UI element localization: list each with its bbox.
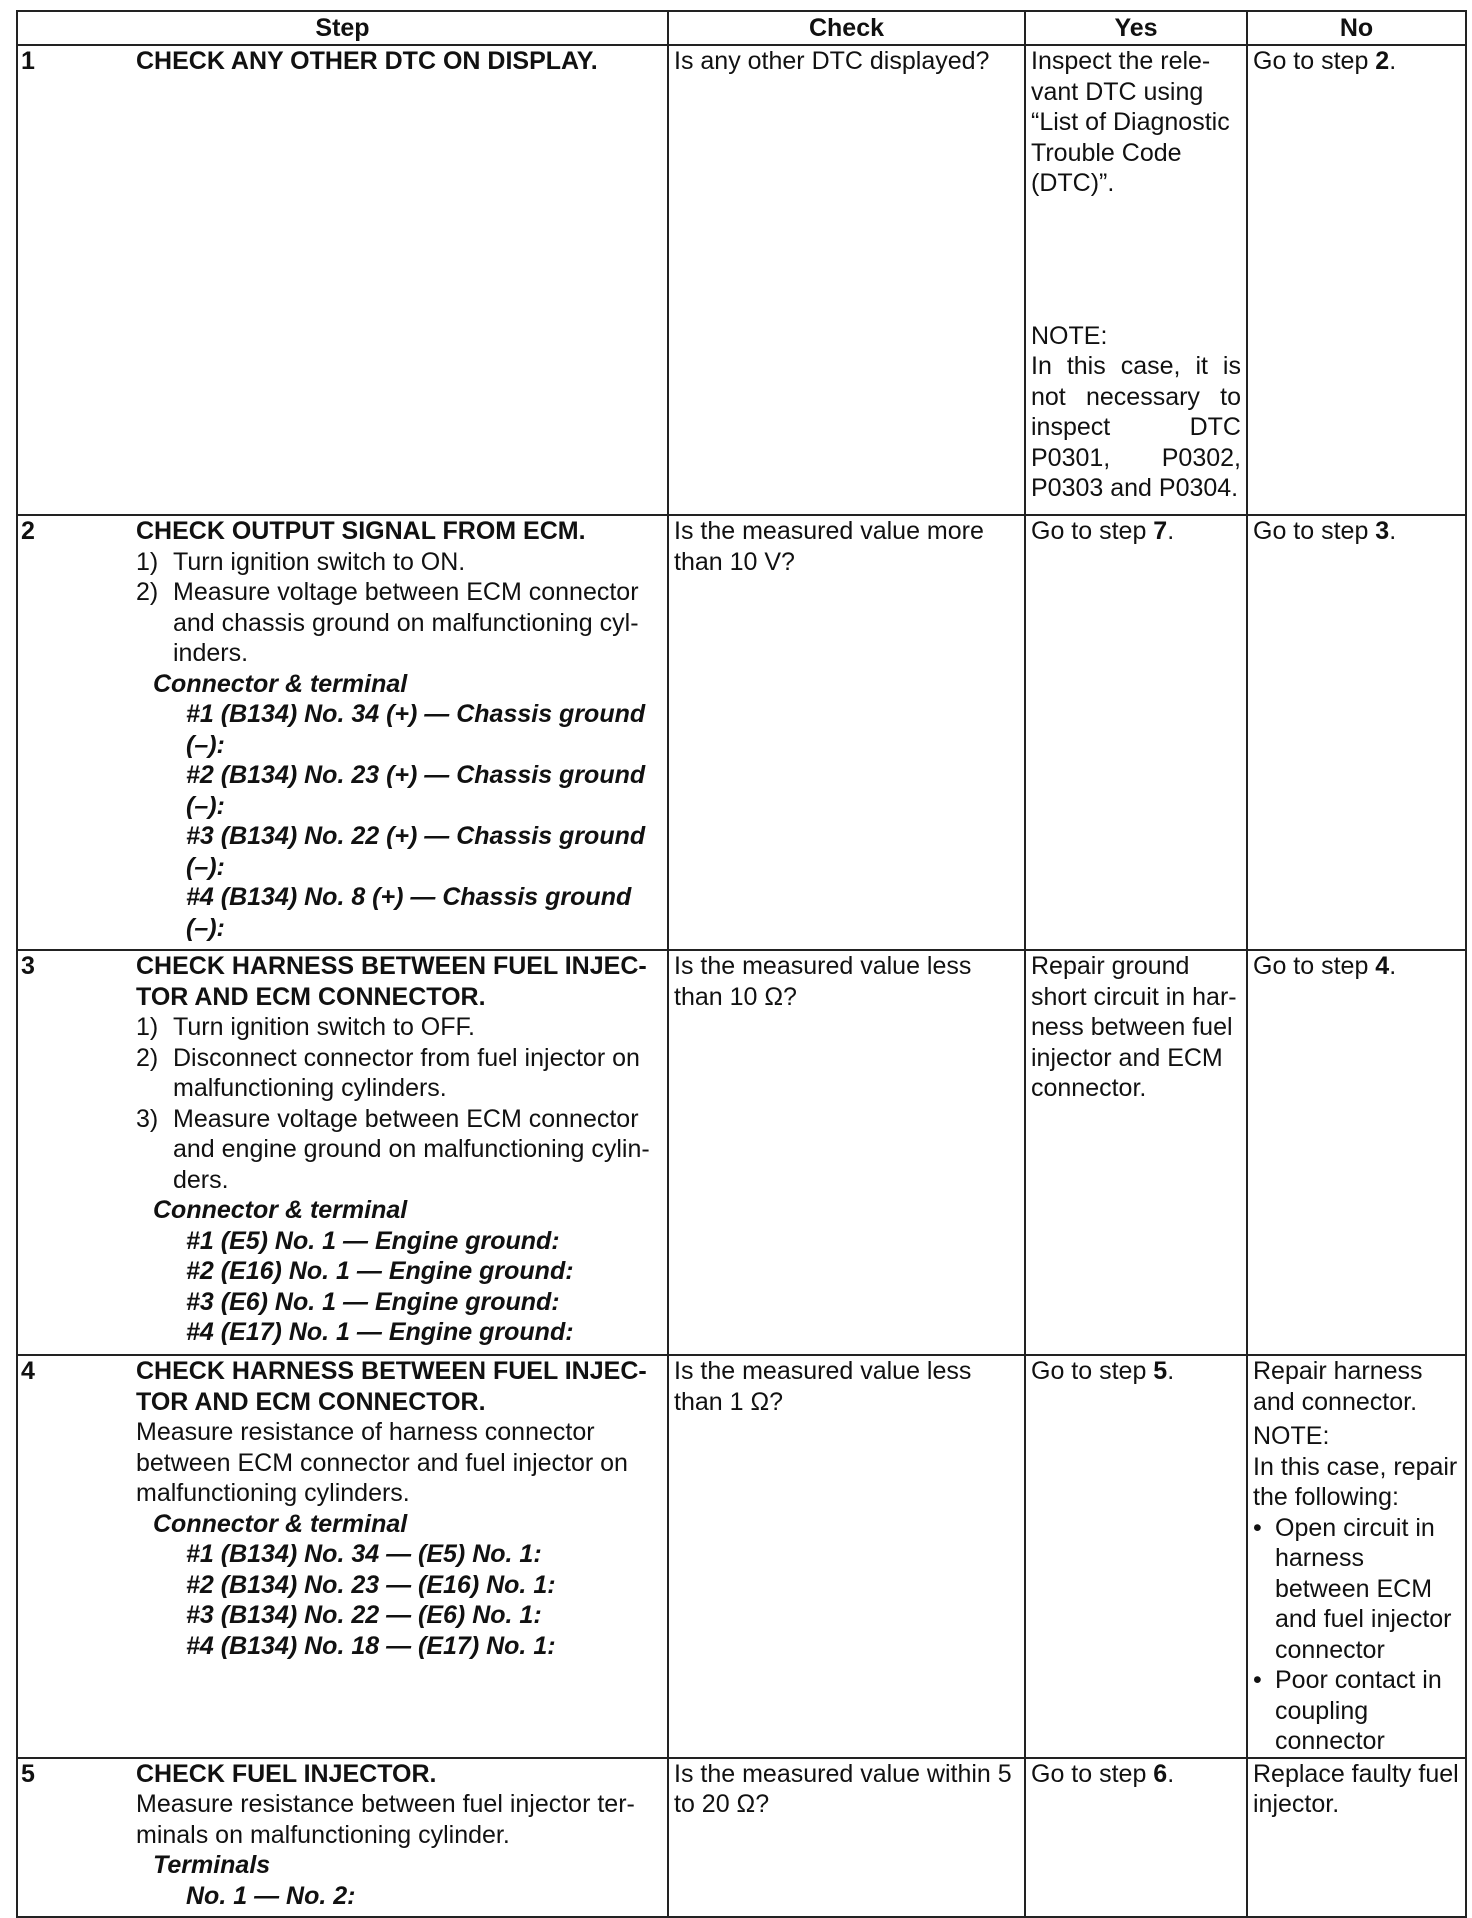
header-step: Step: [17, 11, 668, 45]
step-description: Measure resistance between fuel injector ter- minals on malfunctioning cylinder.: [136, 1790, 635, 1849]
procedure-text: Turn ignition switch to OFF.: [173, 1013, 475, 1041]
header-no: No: [1247, 11, 1466, 45]
connector-terminal: #1 (E5) No. 1 — Engine ground:: [186, 1226, 560, 1255]
connector-terminal: #2 (B134) No. 23 — (E16) No. 1:: [186, 1570, 556, 1599]
yes-cell: [1025, 1355, 1247, 1758]
procedure-number: 3): [136, 1104, 159, 1133]
check-text: Is the measured value more than 10 V?: [674, 517, 984, 576]
diagnostic-table: [16, 10, 1467, 1918]
step-cell: [17, 1758, 668, 1917]
note-bullet-item: [1253, 1513, 1463, 1666]
yes-suffix: .: [1167, 517, 1175, 545]
step-title: CHECK HARNESS BETWEEN FUEL INJEC- TOR AND ECM CONNECTOR.: [136, 952, 647, 1011]
header-check: Check: [668, 11, 1025, 45]
check-cell: [668, 1758, 1025, 1917]
no-prefix: Go to step: [1253, 47, 1376, 75]
note-text: In this case, repair the following:: [1253, 1452, 1458, 1511]
check-cell: [668, 45, 1025, 515]
procedure-item: [136, 1012, 663, 1043]
connector-label: Connector & terminal: [153, 1509, 408, 1538]
no-step-ref: 4: [1375, 952, 1390, 980]
yes-line: vant DTC using: [1031, 77, 1204, 106]
connector-terminal: #1 (B134) No. 34 — (E5) No. 1:: [186, 1540, 542, 1568]
table-row: [17, 1758, 1466, 1917]
step-number: 2: [21, 517, 35, 545]
step-number: 5: [21, 1759, 35, 1788]
bullet-text: Poor contact in coupling connector: [1275, 1666, 1442, 1755]
note-bullet-item: [1253, 1665, 1463, 1757]
no-suffix: .: [1389, 47, 1397, 75]
no-cell: [1247, 1758, 1466, 1917]
check-cell: [668, 1355, 1025, 1758]
yes-step-ref: 5: [1153, 1357, 1168, 1385]
yes-line: Trouble Code: [1031, 138, 1182, 167]
connector-terminal: #3 (E6) No. 1 — Engine ground:: [186, 1287, 560, 1316]
bullet-glyph: •: [1253, 1513, 1262, 1542]
no-cell: [1247, 1355, 1466, 1758]
table-row: [17, 515, 1466, 950]
note-line: inspect DTC: [1031, 413, 1241, 441]
procedure-item: [136, 547, 663, 578]
connector-terminal: #4 (B134) No. 18 — (E17) No. 1:: [186, 1631, 556, 1660]
step-number: 1: [21, 47, 35, 75]
step-cell: [17, 45, 668, 515]
yes-step-ref: 6: [1153, 1759, 1168, 1788]
no-step-ref: 2: [1375, 47, 1390, 75]
procedure-item: [136, 1104, 663, 1196]
step-cell: [17, 950, 668, 1355]
yes-prefix: Go to step: [1031, 1357, 1154, 1385]
connector-label: Connector & terminal: [153, 669, 408, 698]
table-row: [17, 45, 1466, 515]
yes-prefix: Go to step: [1031, 1759, 1154, 1788]
note-line: P0301, P0302,: [1031, 443, 1241, 472]
yes-text: Repair ground short circuit in har- ness between fuel injector and ECM connector.: [1031, 952, 1237, 1102]
procedure-item: [136, 1043, 663, 1104]
check-text: Is the measured value within 5 to 20 Ω?: [674, 1759, 1012, 1818]
step-cell: [17, 515, 668, 950]
no-step-ref: 3: [1375, 517, 1390, 545]
procedure-number: 1): [136, 547, 159, 576]
step-number: 4: [21, 1357, 35, 1385]
connector-terminal: #3 (B134) No. 22 (+) — Chassis ground (–):: [186, 822, 646, 881]
procedure-text: Measure voltage between ECM connector and engine ground on malfunctioning cylin- ders.: [173, 1104, 650, 1194]
no-suffix: .: [1389, 952, 1397, 980]
connector-terminal: #1 (B134) No. 34 (+) — Chassis ground (–):: [186, 700, 646, 759]
yes-cell: [1025, 1758, 1247, 1917]
connector-terminal: #4 (B134) No. 8 (+) — Chassis ground (–):: [186, 883, 632, 942]
no-cell: [1247, 950, 1466, 1355]
procedure-number: 2): [136, 578, 159, 606]
yes-suffix: .: [1167, 1759, 1175, 1788]
connector-terminal: #3 (B134) No. 22 — (E6) No. 1:: [186, 1601, 542, 1629]
connector-label: Connector & terminal: [153, 1196, 408, 1224]
note-label: NOTE:: [1253, 1422, 1330, 1450]
check-cell: [668, 515, 1025, 950]
step-title: CHECK HARNESS BETWEEN FUEL INJEC- TOR AND ECM CONNECTOR.: [136, 1357, 647, 1416]
check-cell: [668, 950, 1025, 1355]
yes-suffix: .: [1167, 1357, 1175, 1385]
check-text: Is the measured value less than 1 Ω?: [674, 1357, 972, 1416]
check-text: Is any other DTC displayed?: [674, 47, 990, 75]
note-label: NOTE:: [1031, 321, 1108, 350]
table-row: [17, 950, 1466, 1355]
note-line: In this case, it is: [1031, 352, 1241, 380]
procedure-text: Turn ignition switch to ON.: [173, 547, 466, 576]
connector-terminal: #4 (E17) No. 1 — Engine ground:: [186, 1318, 574, 1346]
yes-line: “List of Diagnostic: [1031, 108, 1230, 136]
header-yes: Yes: [1025, 11, 1247, 45]
connector-terminal: No. 1 — No. 2:: [186, 1881, 356, 1910]
procedure-number: 1): [136, 1013, 159, 1041]
yes-cell: [1025, 950, 1247, 1355]
no-cell: [1247, 45, 1466, 515]
header-row: [17, 11, 1466, 45]
procedure-text: Disconnect connector from fuel injector on malfunctioning cylinders.: [173, 1043, 640, 1102]
no-text: Repair harness and connector.: [1253, 1357, 1423, 1416]
note-line: P0303 and P0304.: [1031, 474, 1239, 502]
bullet-text: Open circuit in harness between ECM and fuel injector connector: [1275, 1513, 1452, 1664]
no-text: Replace faulty fuel injector.: [1253, 1759, 1459, 1818]
procedure-item: [136, 577, 663, 669]
procedure-number: 2): [136, 1043, 159, 1072]
step-cell: [17, 1355, 668, 1758]
no-prefix: Go to step: [1253, 517, 1376, 545]
connector-label: Terminals: [153, 1851, 271, 1879]
yes-prefix: Go to step: [1031, 517, 1154, 545]
yes-cell: [1025, 515, 1247, 950]
yes-line: (DTC)”.: [1031, 169, 1115, 197]
connector-terminal: #2 (B134) No. 23 (+) — Chassis ground (–):: [186, 761, 646, 820]
step-title: CHECK OUTPUT SIGNAL FROM ECM.: [136, 517, 586, 545]
note-line: not necessary to: [1031, 382, 1241, 411]
no-prefix: Go to step: [1253, 952, 1376, 980]
table-row: [17, 1355, 1466, 1758]
step-title: CHECK ANY OTHER DTC ON DISPLAY.: [136, 47, 598, 75]
no-suffix: .: [1389, 517, 1397, 545]
yes-step-ref: 7: [1153, 517, 1168, 545]
no-cell: [1247, 515, 1466, 950]
check-text: Is the measured value less than 10 Ω?: [674, 952, 972, 1011]
step-title: CHECK FUEL INJECTOR.: [136, 1759, 437, 1788]
yes-line: Inspect the rele-: [1031, 47, 1211, 75]
step-description: Measure resistance of harness connector between ECM connector and fuel injector on malfunctioning cylinders.: [136, 1418, 628, 1507]
bullet-glyph: •: [1253, 1666, 1262, 1694]
procedure-text: Measure voltage between ECM connector and chassis ground on malfunctioning cyl- inders.: [173, 578, 639, 667]
connector-terminal: #2 (E16) No. 1 — Engine ground:: [186, 1257, 574, 1285]
yes-cell: [1025, 45, 1247, 515]
step-number: 3: [21, 952, 35, 980]
